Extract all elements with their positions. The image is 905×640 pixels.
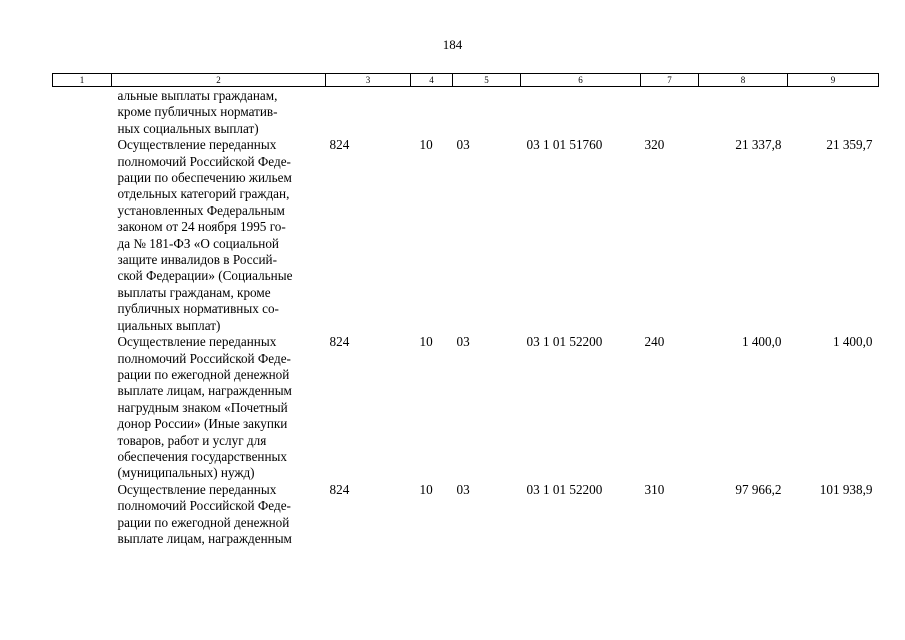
cell-target-article: 03 1 01 52200 xyxy=(526,334,603,350)
column-header: 8 xyxy=(699,74,788,87)
row-description: альные выплаты гражданам, кроме публичных норматив- ных социальных выплат) xyxy=(117,88,278,136)
cell-amount-year1 xyxy=(699,87,788,138)
header-row xyxy=(53,74,879,87)
column-header: 6 xyxy=(521,74,641,87)
cell-subsection: 03 xyxy=(456,481,470,497)
cell-section: 10 xyxy=(419,481,433,497)
page-number: 184 xyxy=(442,37,463,52)
cell-subsection: 03 xyxy=(456,334,470,350)
cell-amount-year1: 97 966,2 xyxy=(735,481,782,497)
row-description: Осуществление переданных полномочий Российской Феде- рации по ежегодной денежной выплате лицам, награжденным xyxy=(117,481,292,546)
cell-target-article: 03 1 01 51760 xyxy=(526,137,603,153)
table-row xyxy=(53,87,879,138)
cell-expense-type xyxy=(641,87,699,138)
cell-subsection xyxy=(453,87,521,138)
cell-amount-year2: 21 359,7 xyxy=(826,137,873,153)
cell-ministry-code: 824 xyxy=(329,137,350,153)
column-header: 2 xyxy=(112,74,326,87)
cell-target-article: 03 1 01 52200 xyxy=(526,481,603,497)
column-header: 3 xyxy=(326,74,411,87)
row-description: Осуществление переданных полномочий Российской Феде- рации по обеспечению жильем отдельных категорий граждан, установленных Федеральным законом от 24 ноября 1995 го- да № 181-ФЗ «О социальной защите инвалидов в Россий- ской Федерации» (Социальные выплаты гражданам, кроме публичных нормативных со- циальных выплат) xyxy=(117,137,293,333)
cell-ministry-code: 824 xyxy=(329,334,350,350)
cell-amount-year1: 21 337,8 xyxy=(735,137,782,153)
column-header: 7 xyxy=(641,74,699,87)
cell-subsection: 03 xyxy=(456,137,470,153)
cell-expense-type: 310 xyxy=(644,481,665,497)
blank-cell xyxy=(53,334,112,482)
table-row xyxy=(53,137,879,334)
cell-target-article xyxy=(521,87,641,138)
table-row xyxy=(53,334,879,482)
blank-cell xyxy=(53,137,112,334)
cell-section: 10 xyxy=(419,137,433,153)
cell-amount-year2: 101 938,9 xyxy=(819,481,873,497)
column-header: 5 xyxy=(453,74,521,87)
cell-amount-year1: 1 400,0 xyxy=(741,334,782,350)
cell-amount-year2 xyxy=(788,87,879,138)
cell-section xyxy=(411,87,453,138)
cell-ministry-code: 824 xyxy=(329,481,350,497)
cell-expense-type: 320 xyxy=(644,137,665,153)
column-header: 1 xyxy=(53,74,112,87)
column-header: 4 xyxy=(411,74,453,87)
cell-section: 10 xyxy=(419,334,433,350)
row-description: Осуществление переданных полномочий Российской Феде- рации по ежегодной денежной выплате лицам, награжденным нагрудным знаком «Почетный донор России» (Иные закупки товаров, работ и услуг для обеспечения государственных (муниципальных) нужд) xyxy=(117,334,292,481)
table-row xyxy=(53,482,879,548)
cell-expense-type: 240 xyxy=(644,334,665,350)
cell-ministry-code xyxy=(326,87,411,138)
budget-table xyxy=(52,73,879,547)
blank-cell xyxy=(53,482,112,548)
blank-cell xyxy=(53,87,112,138)
cell-amount-year2: 1 400,0 xyxy=(832,334,873,350)
column-header: 9 xyxy=(788,74,879,87)
